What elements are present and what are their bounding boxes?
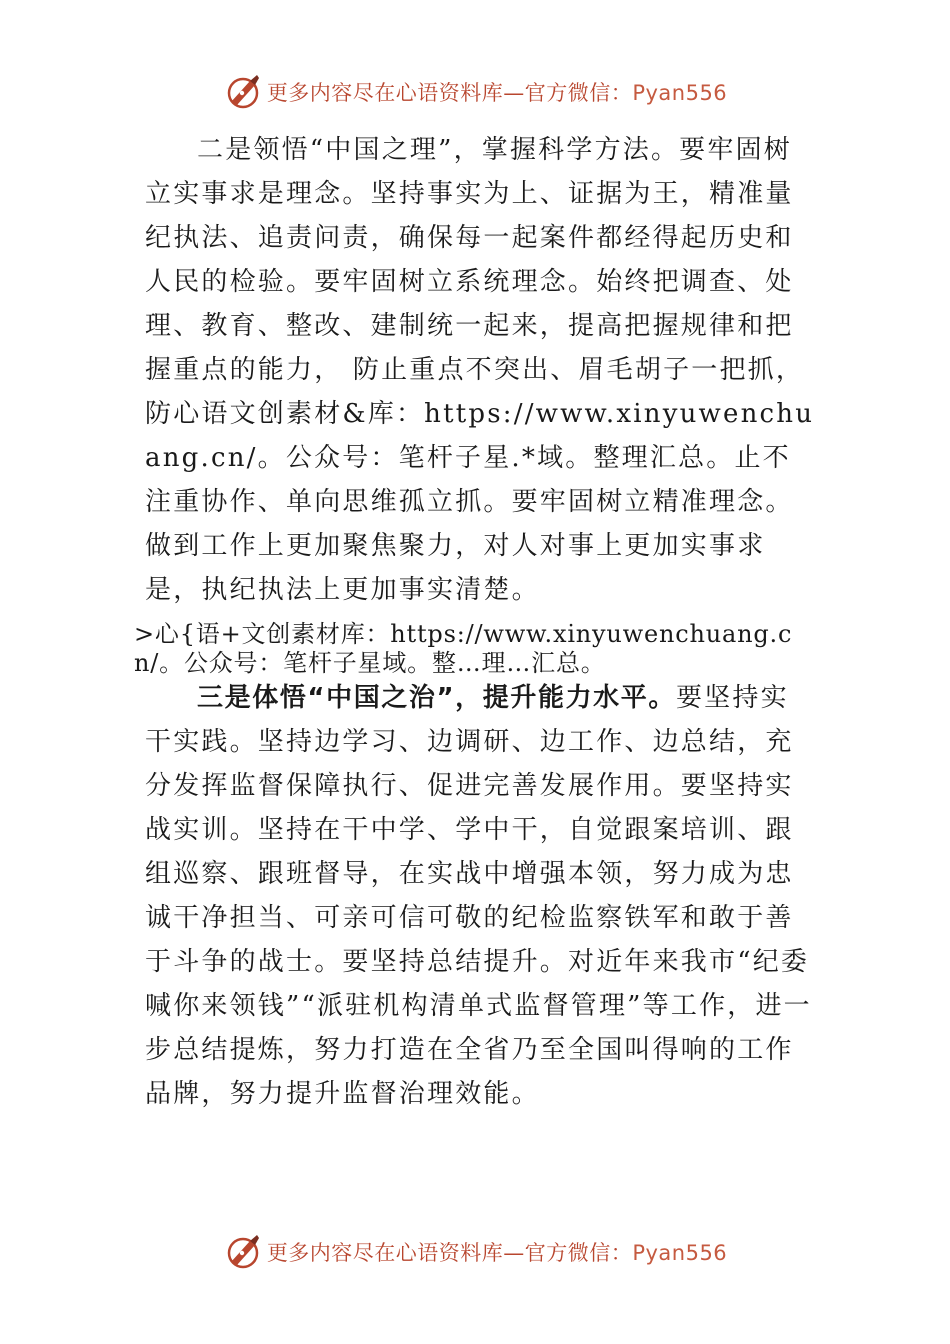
header-banner-text: 更多内容尽在心语资料库—官方微信：Pyan556 bbox=[266, 81, 728, 105]
footer-banner-text: 更多内容尽在心语资料库—官方微信：Pyan556 bbox=[266, 1241, 728, 1265]
footer-banner bbox=[0, 1230, 950, 1274]
watermark-paragraph: >心{语+文创素材库：https://www.xinyuwenchuang.cn/。公众号：笔杆子星域。整…理…汇总。 bbox=[134, 620, 793, 677]
pen-nib-logo-icon bbox=[223, 72, 263, 112]
paragraph-three bbox=[145, 676, 815, 1116]
paragraph-two: 二是领悟“中国之理”，掌握科学方法。要牢固树立实事求是理念。坚持事实为上、证据为王，精准量纪执法、追责问责，确保每一起案件都经得起历史和人民的检验。要牢固树立系统理念。始终把调查、处理、教育、整改、建制统一起来，提高把握规律和把握重点的能力， 防止重点不突出、眉毛胡子一把抓，防心语文创素材&库：https://www.xinyuwenchuang.cn/。公众号：笔杆子星.*域。整理汇总。止不注重协作、单向思维孤立抓。要牢固树立精准理念。做到工作上更加聚焦聚力，对人对事上更加实事求是，执纪执法上更加事实清楚。 bbox=[145, 135, 815, 605]
header-banner bbox=[0, 70, 950, 114]
paragraph-three-heading: 三是体悟“中国之治”，提升能力水平。 bbox=[197, 683, 676, 713]
paragraph-three-body: 要坚持实干实践。坚持边学习、边调研、边工作、边总结，充分发挥监督保障执行、促进完善发展作用。要坚持实战实训。坚持在干中学、学中干，自觉跟案培训、跟组巡察、跟班督导，在实战中增强本领，努力成为忠诚干净担当、可亲可信可敬的纪检监察铁军和敢于善于斗争的战士。要坚持总结提升。对近年来我市“纪委喊你来领钱”“派驻机构清单式监督管理”等工作，进一步总结提炼，努力打造在全省乃至全国叫得响的工作品牌，努力提升监督治理效能。 bbox=[145, 683, 812, 1109]
pen-nib-logo-icon bbox=[223, 1232, 263, 1272]
